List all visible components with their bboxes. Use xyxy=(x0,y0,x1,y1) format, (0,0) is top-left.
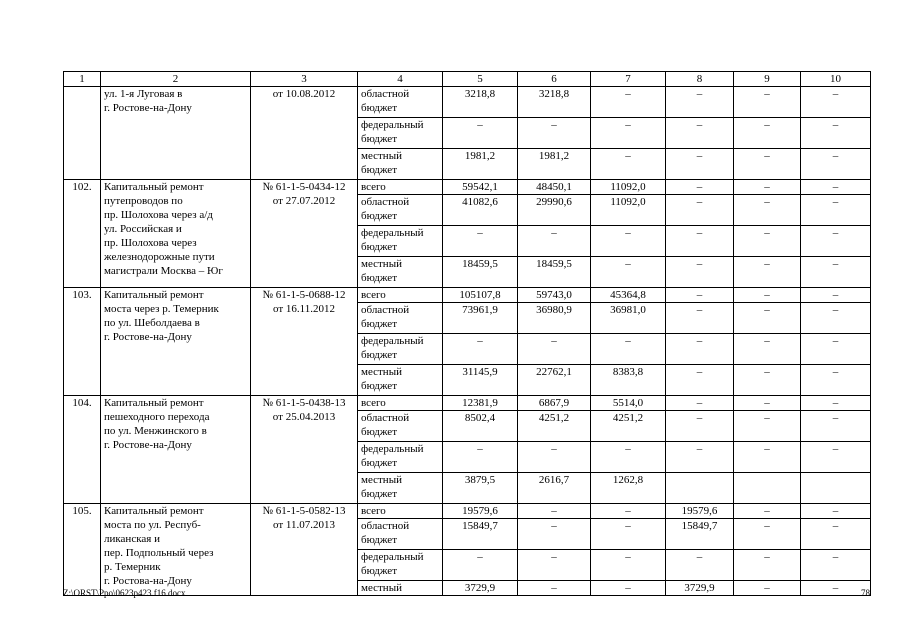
amount-cell: – xyxy=(801,288,871,303)
amount-cell: – xyxy=(734,504,801,519)
amount-cell: – xyxy=(666,365,734,396)
item-number: 104. xyxy=(64,396,101,504)
column-number: 5 xyxy=(443,72,518,87)
table-body xyxy=(64,72,871,596)
amount-cell: – xyxy=(591,149,666,180)
amount-cell: – xyxy=(801,396,871,411)
funding-source: областной бюджет xyxy=(358,411,443,442)
amount-cell: – xyxy=(801,365,871,396)
amount-cell: – xyxy=(666,411,734,442)
column-number: 9 xyxy=(734,72,801,87)
item-number xyxy=(64,87,101,180)
object-name: Капитальный ремонт пешеходного перехода по ул. Менжинского в г. Ростове-на-Дону xyxy=(101,396,251,504)
amount-cell: – xyxy=(801,257,871,288)
amount-cell: – xyxy=(666,303,734,334)
table-row xyxy=(64,288,871,303)
amount-cell: – xyxy=(518,226,591,257)
amount-cell: – xyxy=(443,550,518,581)
funding-source: федеральный бюджет xyxy=(358,226,443,257)
object-name: Капитальный ремонт путепроводов по пр. Шолохова через а/д ул. Российская и пр. Шолохова через железнодорожные пути магистрали Москва – Юг xyxy=(101,180,251,288)
amount-cell: – xyxy=(666,442,734,473)
amount-cell: – xyxy=(666,550,734,581)
amount-cell: – xyxy=(734,180,801,195)
amount-cell: 18459,5 xyxy=(443,257,518,288)
amount-cell: – xyxy=(591,581,666,596)
amount-cell: 3218,8 xyxy=(443,87,518,118)
funding-source: местный бюджет xyxy=(358,257,443,288)
funding-source: федеральный бюджет xyxy=(358,118,443,149)
budget-table xyxy=(63,71,871,596)
table-row xyxy=(64,87,871,118)
document-reference: от 10.08.2012 xyxy=(251,87,358,180)
column-number: 6 xyxy=(518,72,591,87)
amount-cell: – xyxy=(443,334,518,365)
amount-cell: – xyxy=(591,519,666,550)
amount-cell: – xyxy=(666,149,734,180)
amount-cell: – xyxy=(591,442,666,473)
amount-cell: – xyxy=(666,226,734,257)
amount-cell: 3218,8 xyxy=(518,87,591,118)
amount-cell: – xyxy=(734,365,801,396)
amount-cell xyxy=(666,473,734,504)
amount-cell: – xyxy=(801,180,871,195)
amount-cell: 5514,0 xyxy=(591,396,666,411)
column-number: 3 xyxy=(251,72,358,87)
amount-cell: – xyxy=(801,334,871,365)
amount-cell: – xyxy=(801,581,871,596)
amount-cell: 48450,1 xyxy=(518,180,591,195)
amount-cell: 12381,9 xyxy=(443,396,518,411)
amount-cell: – xyxy=(801,118,871,149)
funding-source: местный xyxy=(358,581,443,596)
document-reference: № 61-1-5-0434-12 от 27.07.2012 xyxy=(251,180,358,288)
column-number: 1 xyxy=(64,72,101,87)
table-row xyxy=(64,180,871,195)
funding-source: местный бюджет xyxy=(358,365,443,396)
amount-cell: – xyxy=(666,257,734,288)
amount-cell: – xyxy=(443,442,518,473)
amount-cell: – xyxy=(518,519,591,550)
amount-cell: 1262,8 xyxy=(591,473,666,504)
funding-source: областной бюджет xyxy=(358,87,443,118)
amount-cell: – xyxy=(801,149,871,180)
amount-cell: – xyxy=(801,550,871,581)
funding-source: всего xyxy=(358,288,443,303)
amount-cell: – xyxy=(591,87,666,118)
amount-cell: 8502,4 xyxy=(443,411,518,442)
funding-source: областной бюджет xyxy=(358,195,443,226)
amount-cell: – xyxy=(591,334,666,365)
column-number: 10 xyxy=(801,72,871,87)
funding-source: всего xyxy=(358,396,443,411)
funding-source: всего xyxy=(358,504,443,519)
amount-cell: 3729,9 xyxy=(443,581,518,596)
funding-source: федеральный бюджет xyxy=(358,334,443,365)
funding-source: местный бюджет xyxy=(358,149,443,180)
amount-cell: 1981,2 xyxy=(518,149,591,180)
amount-cell: 36981,0 xyxy=(591,303,666,334)
amount-cell xyxy=(801,473,871,504)
amount-cell: – xyxy=(591,550,666,581)
funding-source: местный бюджет xyxy=(358,473,443,504)
amount-cell: – xyxy=(734,442,801,473)
amount-cell: – xyxy=(734,257,801,288)
document-reference: № 61-1-5-0582-13 от 11.07.2013 xyxy=(251,504,358,596)
amount-cell: – xyxy=(734,226,801,257)
amount-cell: 36980,9 xyxy=(518,303,591,334)
amount-cell: – xyxy=(734,87,801,118)
amount-cell: – xyxy=(801,519,871,550)
amount-cell: – xyxy=(518,118,591,149)
amount-cell: – xyxy=(734,550,801,581)
document-reference: № 61-1-5-0438-13 от 25.04.2013 xyxy=(251,396,358,504)
object-name: Капитальный ремонт моста по ул. Респуб- ликанская и пер. Подпольный через р. Темерник г. Ростова-на-Дону xyxy=(101,504,251,596)
amount-cell: 22762,1 xyxy=(518,365,591,396)
amount-cell: 11092,0 xyxy=(591,180,666,195)
column-number: 8 xyxy=(666,72,734,87)
document-reference: № 61-1-5-0688-12 от 16.11.2012 xyxy=(251,288,358,396)
amount-cell: – xyxy=(443,226,518,257)
amount-cell xyxy=(734,473,801,504)
amount-cell: – xyxy=(734,288,801,303)
amount-cell: – xyxy=(801,411,871,442)
amount-cell: – xyxy=(801,303,871,334)
amount-cell: – xyxy=(666,180,734,195)
amount-cell: 3729,9 xyxy=(666,581,734,596)
amount-cell: – xyxy=(734,581,801,596)
amount-cell: 41082,6 xyxy=(443,195,518,226)
amount-cell: 19579,6 xyxy=(443,504,518,519)
amount-cell: 59743,0 xyxy=(518,288,591,303)
amount-cell: 15849,7 xyxy=(666,519,734,550)
amount-cell: – xyxy=(734,519,801,550)
amount-cell: 8383,8 xyxy=(591,365,666,396)
amount-cell: – xyxy=(801,87,871,118)
amount-cell: – xyxy=(801,442,871,473)
amount-cell: – xyxy=(734,149,801,180)
amount-cell: – xyxy=(734,195,801,226)
amount-cell: – xyxy=(734,396,801,411)
column-number: 7 xyxy=(591,72,666,87)
column-number-row xyxy=(64,72,871,87)
amount-cell: – xyxy=(518,334,591,365)
amount-cell: 4251,2 xyxy=(591,411,666,442)
amount-cell: 105107,8 xyxy=(443,288,518,303)
amount-cell: – xyxy=(801,195,871,226)
amount-cell: 29990,6 xyxy=(518,195,591,226)
amount-cell: – xyxy=(666,288,734,303)
amount-cell: – xyxy=(591,504,666,519)
item-number: 105. xyxy=(64,504,101,596)
item-number: 103. xyxy=(64,288,101,396)
amount-cell: 31145,9 xyxy=(443,365,518,396)
amount-cell: 11092,0 xyxy=(591,195,666,226)
amount-cell: – xyxy=(734,118,801,149)
amount-cell: – xyxy=(518,581,591,596)
amount-cell: 45364,8 xyxy=(591,288,666,303)
amount-cell: – xyxy=(518,550,591,581)
amount-cell: – xyxy=(801,226,871,257)
amount-cell: – xyxy=(443,118,518,149)
amount-cell: 19579,6 xyxy=(666,504,734,519)
amount-cell: 1981,2 xyxy=(443,149,518,180)
amount-cell: 6867,9 xyxy=(518,396,591,411)
column-number: 4 xyxy=(358,72,443,87)
amount-cell: – xyxy=(591,118,666,149)
object-name: ул. 1-я Луговая в г. Ростове-на-Дону xyxy=(101,87,251,180)
table-row xyxy=(64,504,871,519)
item-number: 102. xyxy=(64,180,101,288)
amount-cell: – xyxy=(666,87,734,118)
amount-cell: – xyxy=(666,396,734,411)
amount-cell: 73961,9 xyxy=(443,303,518,334)
funding-source: всего xyxy=(358,180,443,195)
amount-cell: 2616,7 xyxy=(518,473,591,504)
object-name: Капитальный ремонт моста через р. Темерник по ул. Шеболдаева в г. Ростове-на-Дону xyxy=(101,288,251,396)
amount-cell: – xyxy=(666,195,734,226)
amount-cell: – xyxy=(666,118,734,149)
amount-cell: – xyxy=(801,504,871,519)
amount-cell: 3879,5 xyxy=(443,473,518,504)
funding-source: областной бюджет xyxy=(358,519,443,550)
amount-cell: – xyxy=(734,334,801,365)
amount-cell: – xyxy=(591,257,666,288)
amount-cell: – xyxy=(734,411,801,442)
document-path: Z:\ORST\Ppo\0623p423.f16.docx xyxy=(63,588,186,598)
amount-cell: 4251,2 xyxy=(518,411,591,442)
amount-cell: – xyxy=(518,504,591,519)
amount-cell: 18459,5 xyxy=(518,257,591,288)
column-number: 2 xyxy=(101,72,251,87)
funding-source: федеральный бюджет xyxy=(358,550,443,581)
amount-cell: 15849,7 xyxy=(443,519,518,550)
funding-source: федеральный бюджет xyxy=(358,442,443,473)
funding-source: областной бюджет xyxy=(358,303,443,334)
amount-cell: – xyxy=(666,334,734,365)
amount-cell: 59542,1 xyxy=(443,180,518,195)
table-row xyxy=(64,396,871,411)
page-number: 78 xyxy=(861,588,870,598)
amount-cell: – xyxy=(591,226,666,257)
amount-cell: – xyxy=(518,442,591,473)
amount-cell: – xyxy=(734,303,801,334)
